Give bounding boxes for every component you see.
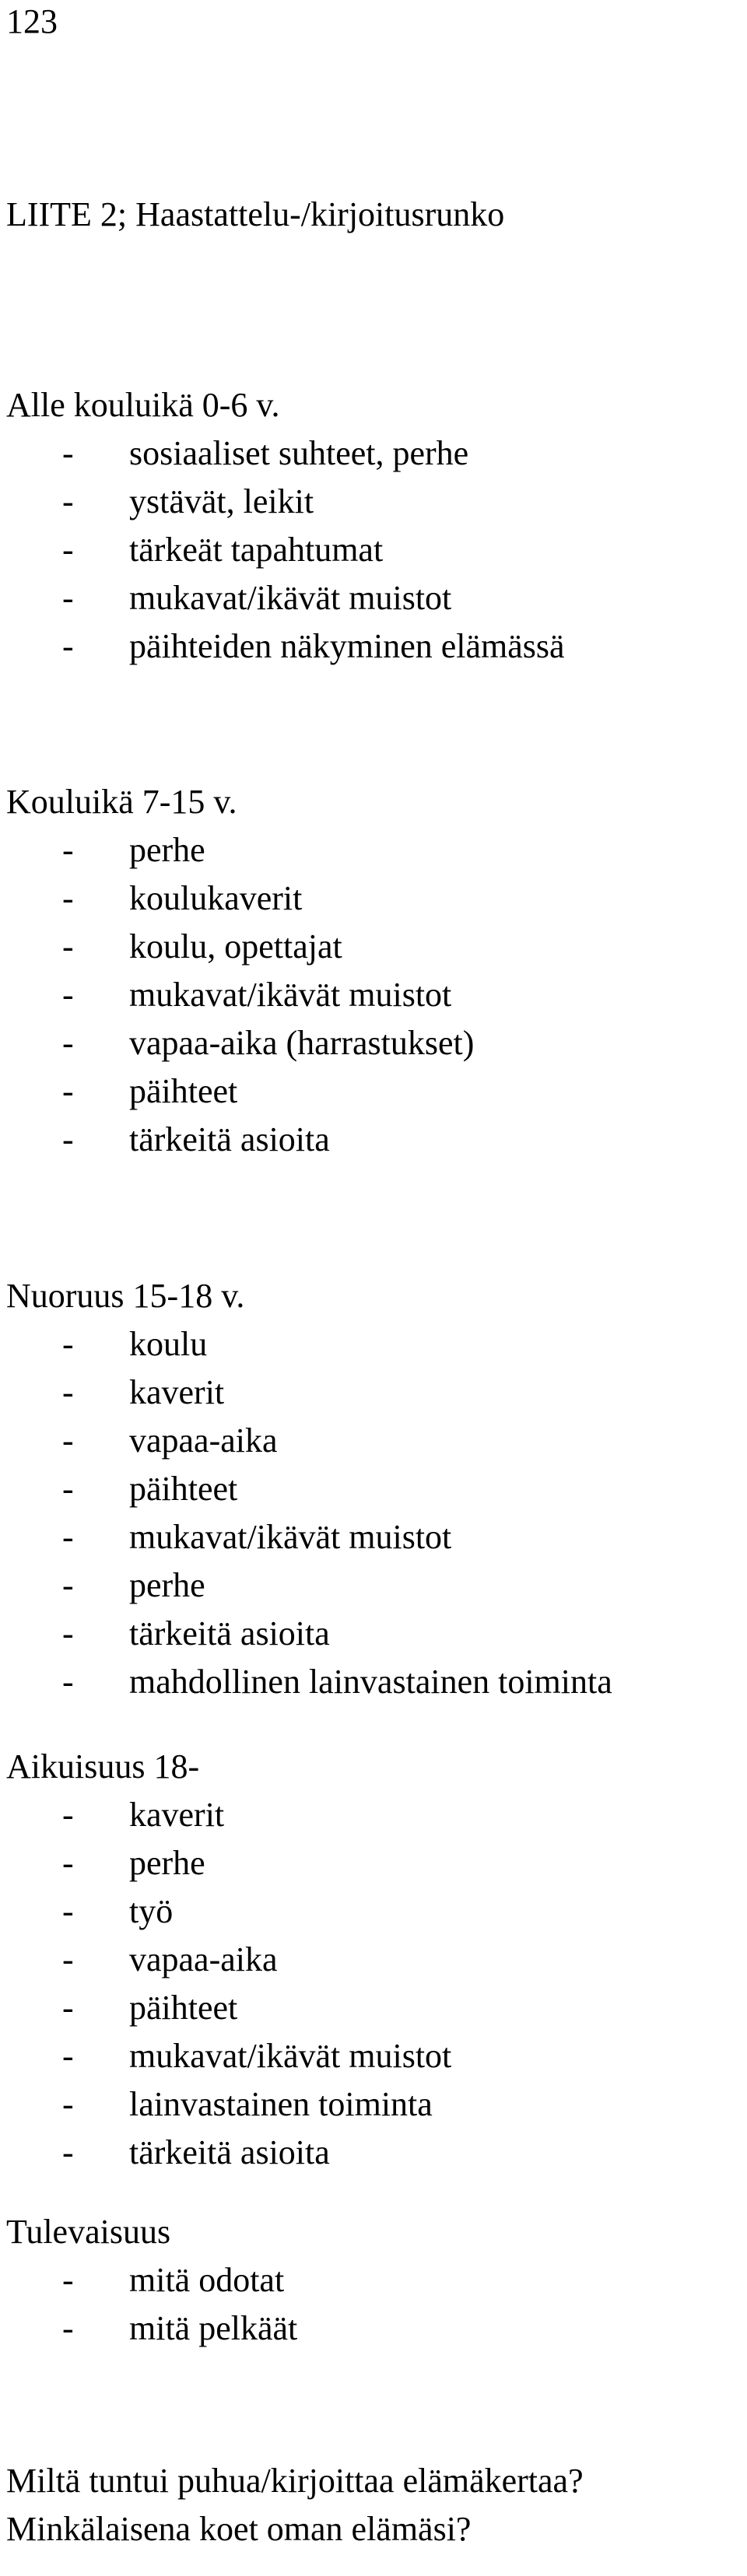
closing-question: Miltä tuntui puhua/kirjoittaa elämäkertaa? bbox=[6, 2462, 584, 2500]
list-item bbox=[6, 1839, 745, 1887]
list-item bbox=[6, 1417, 745, 1465]
list-item-text: perhe bbox=[129, 831, 205, 869]
list-item bbox=[6, 1887, 745, 1936]
section-heading: Kouluikä 7-15 v. bbox=[6, 783, 237, 821]
list-item-text: sosiaaliset suhteet, perhe bbox=[129, 434, 469, 472]
section-school-age bbox=[6, 778, 745, 1164]
topic-list bbox=[6, 429, 745, 671]
list-item-text: mukavat/ikävät muistot bbox=[129, 976, 452, 1014]
list-item bbox=[6, 622, 745, 671]
bullet-dash: - bbox=[62, 2133, 74, 2171]
bullet-dash: - bbox=[62, 1844, 74, 1882]
section-heading: Tulevaisuus bbox=[6, 2213, 171, 2251]
closing-questions bbox=[6, 2457, 745, 2553]
bullet-dash: - bbox=[62, 1325, 74, 1363]
topic-list bbox=[6, 826, 745, 1164]
list-item bbox=[6, 1067, 745, 1116]
bullet-dash: - bbox=[62, 1614, 74, 1652]
list-item bbox=[6, 1984, 745, 2032]
list-item-text: vapaa-aika bbox=[129, 1940, 278, 1978]
list-item-text: mukavat/ikävät muistot bbox=[129, 2037, 452, 2075]
list-item-text: lainvastainen toiminta bbox=[129, 2085, 433, 2123]
list-item bbox=[6, 2256, 745, 2304]
list-item bbox=[6, 2129, 745, 2177]
list-item bbox=[6, 826, 745, 874]
list-item-text: mitä pelkäät bbox=[129, 2309, 298, 2347]
list-item bbox=[6, 429, 745, 478]
bullet-dash: - bbox=[62, 879, 74, 917]
list-item-text: vapaa-aika bbox=[129, 1421, 278, 1460]
list-item-text: kaverit bbox=[129, 1796, 225, 1834]
bullet-dash: - bbox=[62, 531, 74, 569]
bullet-dash: - bbox=[62, 927, 74, 966]
appendix-title: LIITE 2; Haastattelu-/kirjoitusrunko bbox=[6, 195, 505, 233]
bullet-dash: - bbox=[62, 627, 74, 665]
bullet-dash: - bbox=[62, 1518, 74, 1556]
closing-question: Minkälaisena koet oman elämäsi? bbox=[6, 2510, 472, 2548]
bullet-dash: - bbox=[62, 1892, 74, 1930]
list-item-text: työ bbox=[129, 1892, 174, 1930]
bullet-dash: - bbox=[62, 831, 74, 869]
topic-list bbox=[6, 1791, 745, 2177]
bullet-dash: - bbox=[62, 1072, 74, 1110]
list-item-text: perhe bbox=[129, 1566, 205, 1604]
page-number: 123 bbox=[6, 2, 58, 40]
bullet-dash: - bbox=[62, 482, 74, 520]
list-item bbox=[6, 1116, 745, 1164]
list-item bbox=[6, 1320, 745, 1369]
bullet-dash: - bbox=[62, 579, 74, 617]
list-item bbox=[6, 574, 745, 622]
list-item-text: koulu, opettajat bbox=[129, 927, 342, 966]
list-item bbox=[6, 1561, 745, 1610]
section-adulthood bbox=[6, 1743, 745, 2177]
list-item-text: päihteiden näkyminen elämässä bbox=[129, 627, 565, 665]
list-item bbox=[6, 478, 745, 526]
list-item bbox=[6, 923, 745, 971]
section-heading: Nuoruus 15-18 v. bbox=[6, 1277, 245, 1315]
section-future bbox=[6, 2208, 745, 2353]
list-item bbox=[6, 1019, 745, 1067]
list-item-text: tärkeitä asioita bbox=[129, 2133, 330, 2171]
list-item bbox=[6, 1936, 745, 1984]
bullet-dash: - bbox=[62, 1566, 74, 1604]
bullet-dash: - bbox=[62, 2037, 74, 2075]
bullet-dash: - bbox=[62, 1120, 74, 1158]
bullet-dash: - bbox=[62, 2261, 74, 2299]
list-item bbox=[6, 2304, 745, 2353]
bullet-dash: - bbox=[62, 1796, 74, 1834]
bullet-dash: - bbox=[62, 1421, 74, 1460]
list-item-text: mitä odotat bbox=[129, 2261, 285, 2299]
section-youth bbox=[6, 1272, 745, 1706]
list-item-text: päihteet bbox=[129, 1989, 238, 2027]
list-item-text: mahdollinen lainvastainen toiminta bbox=[129, 1663, 612, 1701]
list-item-text: päihteet bbox=[129, 1072, 238, 1110]
topic-list bbox=[6, 1320, 745, 1706]
section-heading: Alle kouluikä 0-6 v. bbox=[6, 386, 280, 424]
bullet-dash: - bbox=[62, 1989, 74, 2027]
bullet-dash: - bbox=[62, 1373, 74, 1411]
list-item-text: mukavat/ikävät muistot bbox=[129, 1518, 452, 1556]
list-item bbox=[6, 526, 745, 574]
list-item-text: kaverit bbox=[129, 1373, 225, 1411]
list-item bbox=[6, 1658, 745, 1706]
section-heading: Aikuisuus 18- bbox=[6, 1747, 200, 1786]
list-item-text: tärkeät tapahtumat bbox=[129, 531, 384, 569]
list-item-text: mukavat/ikävät muistot bbox=[129, 579, 452, 617]
list-item bbox=[6, 971, 745, 1019]
list-item bbox=[6, 1369, 745, 1417]
list-item-text: perhe bbox=[129, 1844, 205, 1882]
list-item bbox=[6, 1791, 745, 1839]
list-item bbox=[6, 1513, 745, 1561]
list-item-text: koulu bbox=[129, 1325, 208, 1363]
bullet-dash: - bbox=[62, 1470, 74, 1508]
list-item bbox=[6, 2032, 745, 2080]
bullet-dash: - bbox=[62, 1940, 74, 1978]
bullet-dash: - bbox=[62, 2309, 74, 2347]
bullet-dash: - bbox=[62, 434, 74, 472]
list-item-text: tärkeitä asioita bbox=[129, 1120, 330, 1158]
list-item-text: tärkeitä asioita bbox=[129, 1614, 330, 1652]
bullet-dash: - bbox=[62, 1663, 74, 1701]
list-item bbox=[6, 1610, 745, 1658]
bullet-dash: - bbox=[62, 2085, 74, 2123]
section-early-childhood bbox=[6, 381, 745, 671]
list-item bbox=[6, 2080, 745, 2129]
topic-list bbox=[6, 2256, 745, 2353]
list-item bbox=[6, 874, 745, 923]
list-item-text: koulukaverit bbox=[129, 879, 303, 917]
bullet-dash: - bbox=[62, 1024, 74, 1062]
list-item-text: päihteet bbox=[129, 1470, 238, 1508]
list-item bbox=[6, 1465, 745, 1513]
list-item-text: ystävät, leikit bbox=[129, 482, 314, 520]
list-item-text: vapaa-aika (harrastukset) bbox=[129, 1024, 475, 1062]
bullet-dash: - bbox=[62, 976, 74, 1014]
